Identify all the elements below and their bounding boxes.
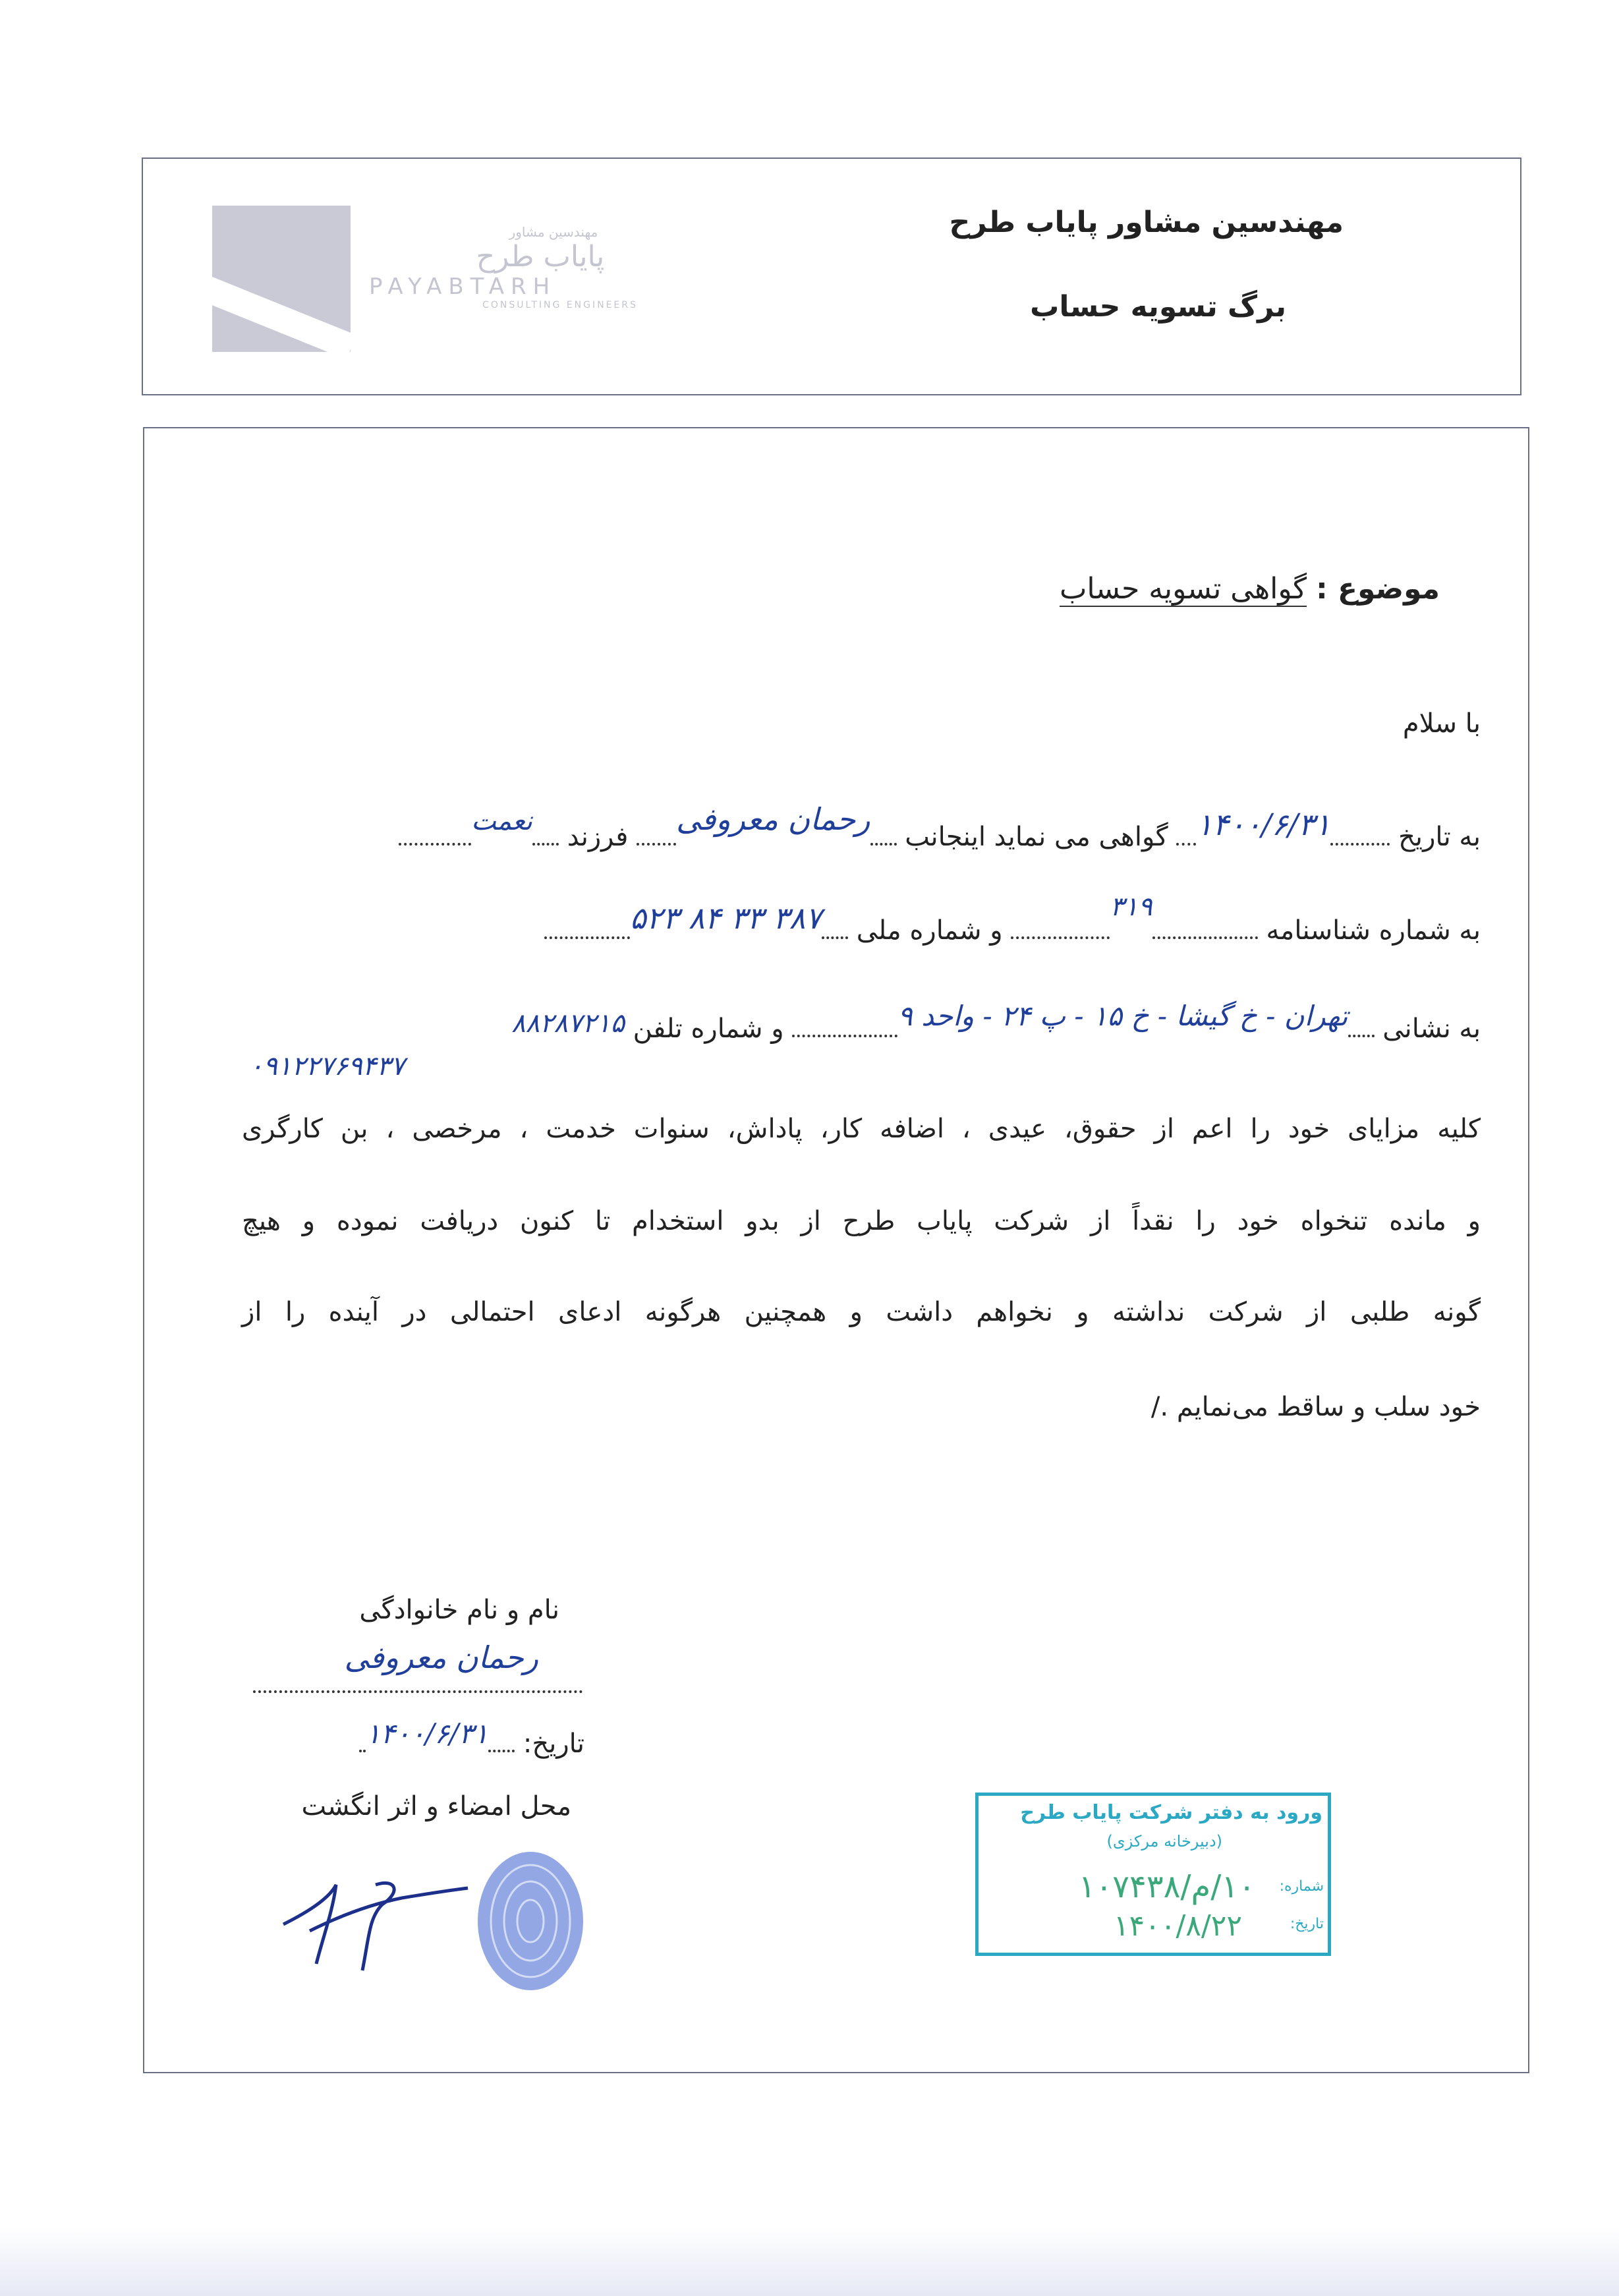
phone-handwritten: ۸۸۲۸۷۲۱۵ [511, 1008, 625, 1039]
subject-line [1060, 572, 1440, 606]
company-logo [369, 224, 659, 356]
signed-date-handwritten: ۱۴۰۰/۶/۳۱ [365, 1717, 489, 1750]
logo-en-sub: CONSULTING ENGINEERS [482, 300, 638, 310]
national-id-label: و شماره ملی [856, 915, 1003, 946]
greeting: با سلام [1402, 708, 1481, 739]
father-name-handwritten: نعمت [471, 806, 533, 836]
signed-date-line [359, 1717, 584, 1759]
name-dotted-line [253, 1684, 582, 1693]
line-id-numbers [544, 892, 1481, 946]
form-title: برگ تسویه حساب [1030, 290, 1286, 324]
paragraph-line-2: و مانده تنخواه خود را نقداً از شرکت پایاب طرح از بدو استخدام تا کنون دریافت نموده و هیچ [242, 1206, 1481, 1236]
stamp-title: ورود به دفتر شرکت پایاب طرح [1020, 1801, 1322, 1824]
national-id-handwritten: ۳۸۷ ۳۳ ۸۴ ۵۲۳ [630, 900, 822, 936]
child-of-label: فرزند [567, 822, 629, 852]
stamp-date-value: ۱۴۰۰/۸/۲۲ [1113, 1909, 1242, 1943]
mobile-handwritten: ۰۹۱۲۲۷۶۹۴۳۷ [249, 1051, 405, 1081]
line-date-name [399, 801, 1481, 853]
signature-label: محل امضاء و اثر انگشت [301, 1791, 571, 1822]
id-number-handwritten: ۳۱۹ [1110, 892, 1152, 922]
signed-name-handwritten: رحمان معروفی [344, 1640, 538, 1675]
employee-name-handwritten: رحمان معروفی [676, 801, 870, 837]
paragraph-line-3: گونه طلبی از شرکت نداشته و نخواهم داشت و همچنین هرگونه ادعای احتمالی در آینده را از [242, 1297, 1481, 1327]
certify-text: گواهی می نماید اینجانب [905, 822, 1168, 852]
fingerprint-icon [468, 1845, 593, 1997]
paragraph-line-4: خود سلب و ساقط می‌نمایم ./ [1150, 1392, 1481, 1422]
company-logo-mark [212, 206, 351, 352]
stamp-subtitle: (دبیرخانه مرکزی) [1106, 1832, 1222, 1851]
date-handwritten: ۱۴۰۰/۶/۳۱ [1196, 807, 1331, 842]
paragraph-line-1: کلیه مزایای خود را اعم از حقوق، عیدی ، اضافه کار، پاداش، سنوات خدمت ، مرخصی ، بن کارگری [242, 1114, 1481, 1144]
subject-label: موضوع : [1316, 572, 1440, 606]
stamp-number-value: ۱۰/م/۱۰۷۴۳۸ [1078, 1868, 1255, 1905]
company-name: مهندسین مشاور پایاب طرح [949, 206, 1344, 239]
stamp-number-label: شماره: [1279, 1878, 1324, 1895]
logo-small-text: مهندسین مشاور [509, 224, 598, 240]
id-number-label: به شماره شناسنامه [1266, 915, 1481, 946]
address-handwritten: تهران - خ گیشا - خ ۱۵ - پ ۲۴ - واحد ۹ [897, 1000, 1348, 1032]
scan-edge [0, 2227, 1619, 2296]
line-address-phone [511, 1000, 1481, 1044]
subject-value: گواهی تسویه حساب [1059, 572, 1307, 606]
receipt-stamp [975, 1793, 1331, 1956]
logo-en-text: PAYABTARH [369, 273, 557, 300]
stamp-date-label: تاریخ: [1290, 1916, 1324, 1932]
date-label: به تاریخ [1398, 822, 1481, 852]
logo-fa-text: پایاب طرح [476, 240, 605, 273]
address-label: به نشانی [1382, 1014, 1481, 1044]
date-label-bottom: تاریخ: [523, 1729, 584, 1759]
name-label: نام و نام خانوادگی [359, 1595, 559, 1625]
signature-drawing [270, 1858, 488, 1984]
phone-label: و شماره تلفن [633, 1014, 784, 1044]
